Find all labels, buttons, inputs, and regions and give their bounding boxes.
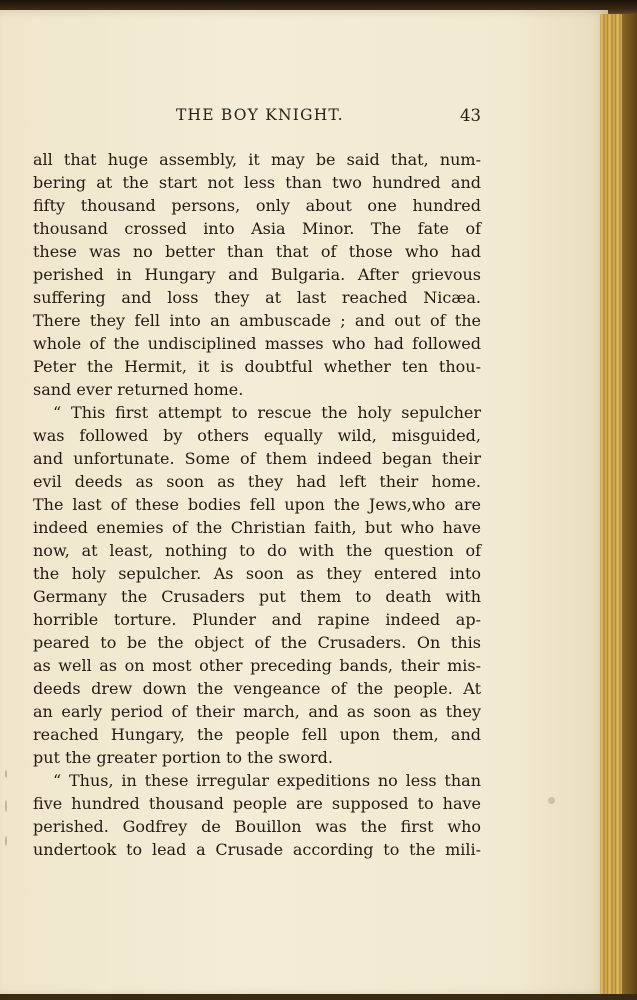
text-line: bering at the start not less than two hundred and bbox=[33, 173, 481, 192]
text-line: all that huge assembly, it may be said that, num- bbox=[33, 150, 481, 169]
text-line: as well as on most other preceding bands, their mis- bbox=[33, 656, 481, 675]
text-line: thousand crossed into Asia Minor. The fate of bbox=[33, 219, 481, 238]
text-line: fifty thousand persons, only about one hundred bbox=[33, 196, 481, 215]
text-line: suffering and loss they at last reached Nicæa. bbox=[33, 288, 481, 307]
text-line: an early period of their march, and as soon as they bbox=[33, 702, 481, 721]
paper-speck bbox=[5, 770, 7, 778]
text-line: five hundred thousand people are supposed to have bbox=[33, 794, 481, 813]
text-line: evil deeds as soon as they had left their home. bbox=[33, 472, 481, 491]
text-line: undertook to lead a Crusade according to the mili- bbox=[33, 840, 481, 859]
page-number: 43 bbox=[460, 106, 481, 125]
book-bottom-shadow bbox=[0, 994, 637, 1000]
text-line: deeds drew down the vengeance of the people. At bbox=[33, 679, 481, 698]
text-line: now, at least, nothing to do with the question of bbox=[33, 541, 481, 560]
text-line: was followed by others equally wild, misguided, bbox=[33, 426, 481, 445]
text-line: There they fell into an ambuscade ; and out of the bbox=[33, 311, 481, 330]
text-line: reached Hungary, the people fell upon them, and bbox=[33, 725, 481, 744]
running-head bbox=[0, 106, 600, 130]
text-line: horrible torture. Plunder and rapine indeed ap- bbox=[33, 610, 481, 629]
running-head-title: THE BOY KNIGHT. bbox=[176, 106, 344, 124]
text-line: put the greater portion to the sword. bbox=[33, 748, 333, 767]
text-line: and unfortunate. Some of them indeed began their bbox=[33, 449, 481, 468]
text-line: sand ever returned home. bbox=[33, 380, 244, 399]
text-line: Peter the Hermit, it is doubtful whether ten thou- bbox=[33, 357, 481, 376]
body-text bbox=[33, 148, 481, 861]
text-line: indeed enemies of the Christian faith, but who have bbox=[33, 518, 481, 537]
text-line: peared to be the object of the Crusaders. On this bbox=[33, 633, 481, 652]
text-line: The last of these bodies fell upon the Jews,who are bbox=[33, 495, 481, 514]
paper-speck bbox=[5, 800, 7, 812]
text-line: Germany the Crusaders put them to death with bbox=[33, 587, 481, 606]
page-edge-shadow bbox=[622, 14, 637, 998]
text-line: perished in Hungary and Bulgaria. After grievous bbox=[33, 265, 481, 284]
text-line: the holy sepulcher. As soon as they entered into bbox=[33, 564, 481, 583]
paper-speck bbox=[5, 836, 7, 846]
text-line: whole of the undisciplined masses who had followed bbox=[33, 334, 481, 353]
text-line: these was no better than that of those who had bbox=[33, 242, 481, 261]
paper-speck bbox=[548, 797, 555, 804]
text-line: “ Thus, in these irregular expeditions no less than bbox=[53, 771, 481, 790]
text-line: perished. Godfrey de Bouillon was the first who bbox=[33, 817, 481, 836]
text-line: “ This first attempt to rescue the holy sepulcher bbox=[53, 403, 481, 422]
